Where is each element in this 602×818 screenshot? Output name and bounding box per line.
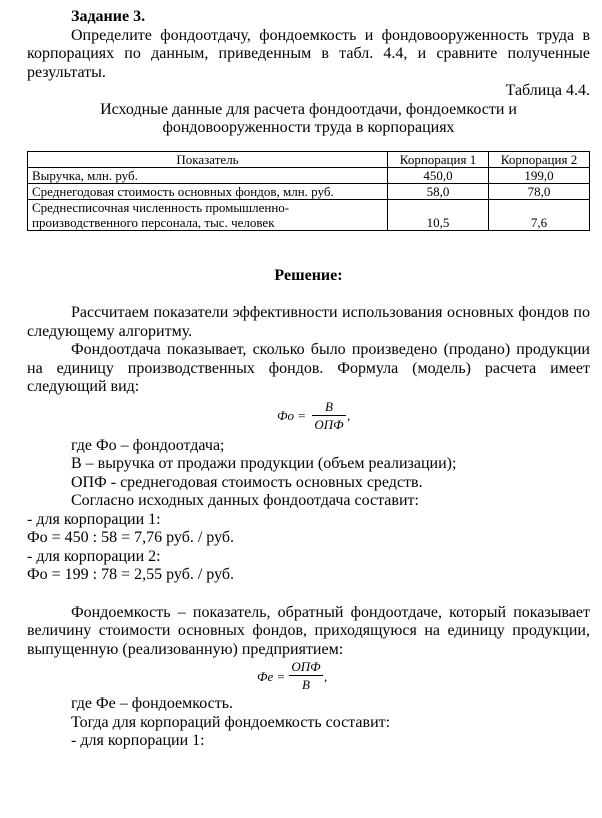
formula-2-denominator: В	[302, 677, 310, 692]
text-line: Фо = 199 : 78 = 2,55 руб. / руб.	[27, 566, 235, 583]
formula-1-lhs: Фо =	[277, 407, 306, 423]
table-cell-label-line: производственного персонала, тыс. человек	[32, 214, 275, 230]
table-header-cell: Показатель	[28, 151, 388, 167]
table-cell-label	[28, 199, 388, 230]
formula-2-fraction	[289, 659, 323, 692]
table-row	[28, 167, 590, 183]
text-line: Согласно исходных данных фондоотдача составит:	[71, 492, 419, 509]
table-cell-value: 58,0	[388, 183, 489, 199]
table-caption-line-2: фондовооруженности труда в корпорациях	[162, 119, 455, 136]
table-cell-value: 78,0	[489, 183, 590, 199]
table-header-cell: Корпорация 1	[388, 151, 489, 167]
data-table	[27, 151, 590, 231]
table-header-row	[28, 151, 590, 167]
text-line: где Фе – фондоемкость.	[71, 695, 233, 712]
table-cell-label: Среднегодовая стоимость основных фондов, млн. руб.	[28, 183, 388, 199]
formula-fondoemkost	[27, 659, 590, 695]
text-line: ОПФ - среднегодовая стоимость основных средств.	[71, 473, 423, 491]
table-row	[28, 199, 590, 230]
text-line: Тогда для корпораций фондоемкость составит:	[71, 713, 391, 731]
paragraph-1: Рассчитаем показатели эффективности использования основных фондов по следующему алгоритму.	[27, 304, 590, 340]
task-text: Определите фондоотдачу, фондоемкость и фондовооруженность труда в корпорациях по данным, приведенным в табл. 4.4, и сравните полученные результаты.	[27, 26, 590, 81]
task-title: Задание 3.	[71, 8, 146, 25]
table-cell-label: Выручка, млн. руб.	[28, 167, 388, 183]
fraction-bar	[289, 675, 323, 676]
table-cell-value: 450,0	[388, 167, 489, 183]
table-header-cell: Корпорация 2	[489, 151, 590, 167]
table-cell-value: 7,6	[489, 199, 590, 230]
formula-2-comma: ,	[324, 669, 328, 684]
formula-1-comma: ,	[347, 407, 351, 423]
formula-2-numerator: ОПФ	[291, 659, 321, 674]
document-page	[27, 8, 590, 751]
paragraph-2: Фондоотдача показывает, сколько было произведено (продано) продукции на единицу производственных фондов. Формула (модель) расчета имеет следующий вид:	[27, 341, 590, 395]
fraction-bar	[312, 415, 346, 416]
text-line: где Фо – фондоотдача;	[71, 436, 225, 454]
formula-fondootdacha	[27, 397, 590, 437]
table-caption-line-1: Исходные данные для расчета фондоотдачи, фондоемкости и	[100, 100, 517, 118]
paragraph-3: Фондоемкость – показатель, обратный фондоотдаче, который показывает величину стоимости основных фондов, приходящуюся на единицу продукции, выпущенную (реализованную) предприятием:	[27, 603, 590, 658]
table-cell-label-line: Среднесписочная численность промышленно-	[32, 199, 290, 215]
text-line: В – выручка от продажи продукции (объем реализации);	[71, 455, 457, 472]
table-cell-value: 10,5	[388, 199, 489, 230]
formula-1-denominator: ОПФ	[314, 416, 344, 432]
solution-heading: Решение:	[274, 266, 343, 284]
formula-2-lhs: Фе =	[257, 669, 286, 684]
formula-1-fraction	[312, 399, 346, 432]
text-line: - для корпорации 1:	[71, 732, 205, 749]
text-line: Фо = 450 : 58 = 7,76 руб. / руб.	[27, 529, 235, 546]
table-label: Таблица 4.4.	[505, 82, 590, 99]
text-line: - для корпорации 1:	[27, 510, 161, 528]
table-row	[28, 183, 590, 199]
formula-1-numerator: В	[325, 398, 333, 414]
text-line: - для корпорации 2:	[27, 547, 161, 565]
table-cell-value: 199,0	[489, 167, 590, 183]
